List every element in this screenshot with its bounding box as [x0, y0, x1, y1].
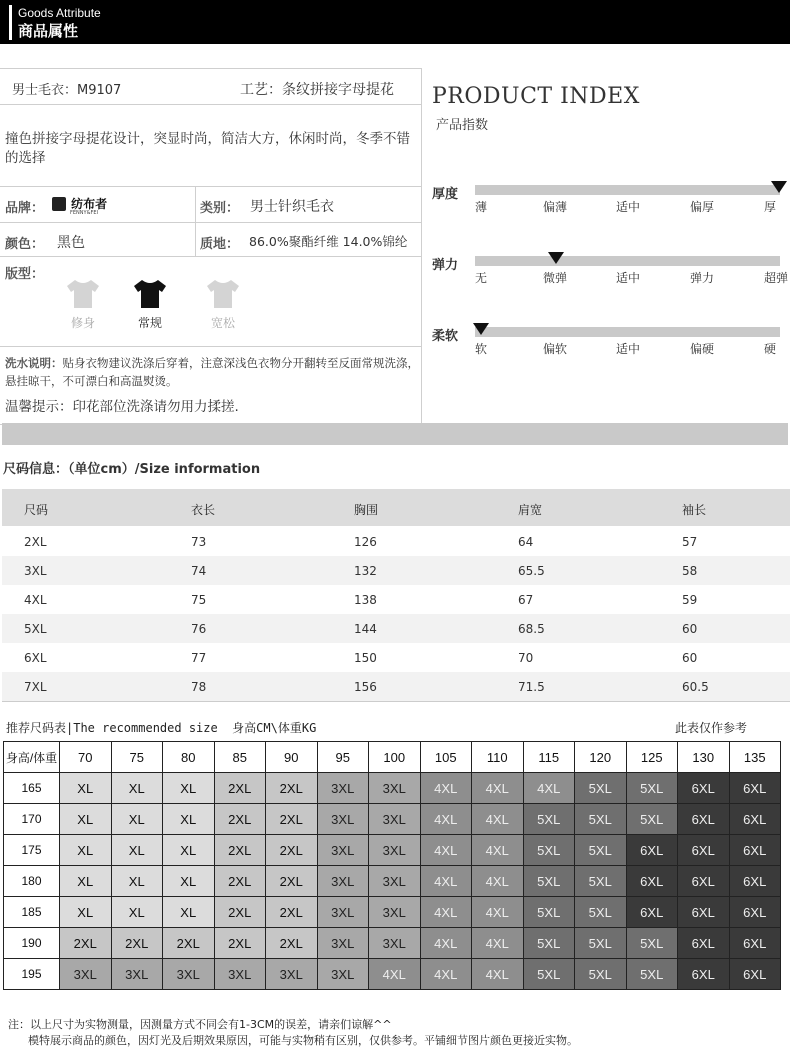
size-header-cell: 胸围 [354, 503, 379, 517]
index-row-label: 柔软 [432, 329, 459, 344]
size-cell: 6XL [678, 928, 730, 959]
size-cell: 4XL [420, 866, 472, 897]
index-tick-label: 适中 [616, 342, 641, 356]
size-cell: XL [163, 835, 215, 866]
index-row-label: 弹力 [432, 258, 459, 273]
table-cell: 67 [518, 593, 534, 607]
size-cell: 5XL [523, 959, 575, 990]
weight-header-cell: 105 [420, 742, 472, 773]
divider [0, 186, 421, 187]
weight-header-cell: 70 [60, 742, 112, 773]
size-cell: XL [163, 804, 215, 835]
size-cell: XL [60, 773, 112, 804]
size-cell: 2XL [111, 928, 163, 959]
height-header-cell: 165 [4, 773, 60, 804]
size-header-cell: 肩宽 [518, 503, 543, 517]
index-tick-label: 弹力 [690, 271, 715, 285]
size-cell: 3XL [317, 835, 369, 866]
weight-header-cell: 115 [523, 742, 575, 773]
divider [0, 256, 421, 257]
size-cell: 5XL [575, 959, 627, 990]
index-marker-icon [771, 181, 787, 193]
size-cell: 4XL [420, 959, 472, 990]
table-row [2, 672, 790, 701]
height-header-cell: 190 [4, 928, 60, 959]
size-cell: 3XL [60, 959, 112, 990]
fit-option-slim [60, 278, 106, 331]
size-header-cell: 尺码 [24, 503, 49, 517]
table-row [2, 527, 790, 556]
header-accent-bar [9, 5, 12, 40]
table-cell: 71.5 [518, 680, 545, 694]
size-cell: 5XL [575, 897, 627, 928]
size-cell: 5XL [575, 773, 627, 804]
size-cell: 6XL [729, 928, 781, 959]
wash-key: 洗水说明： [5, 356, 63, 370]
index-marker-icon [473, 323, 489, 335]
size-cell: 4XL [523, 773, 575, 804]
height-header-cell: 175 [4, 835, 60, 866]
tshirt-icon [130, 278, 170, 310]
footer-note-2: 模特展示商品的颜色，因灯光及后期效果原因，可能与实物稍有区别，仅供参考。平铺细节图片颜色更接近实物。 [28, 1034, 578, 1047]
size-cell: XL [111, 835, 163, 866]
divider [0, 222, 421, 223]
index-tick-label: 软 [475, 342, 488, 356]
fit-option-loose [200, 278, 246, 331]
table-cell: 58 [682, 564, 698, 578]
size-cell: XL [60, 835, 112, 866]
divider [195, 186, 196, 256]
size-cell: 5XL [523, 866, 575, 897]
table-cell: 150 [354, 651, 377, 665]
table-cell: 73 [191, 535, 207, 549]
size-cell: XL [111, 773, 163, 804]
table-cell: 138 [354, 593, 377, 607]
weight-header-cell: 100 [369, 742, 421, 773]
index-tick-label: 适中 [616, 200, 641, 214]
index-tick-label: 偏厚 [690, 200, 715, 214]
model-label: 男士毛衣：M9107 [12, 83, 122, 98]
table-cell: 156 [354, 680, 377, 694]
color-key: 颜色： [5, 237, 45, 252]
size-cell: 5XL [523, 804, 575, 835]
weight-header-cell: 85 [214, 742, 266, 773]
size-cell: 3XL [317, 897, 369, 928]
size-cell: 3XL [317, 866, 369, 897]
table-cell: 75 [191, 593, 207, 607]
size-cell: 5XL [575, 835, 627, 866]
index-tick-label: 适中 [616, 271, 641, 285]
size-cell: 2XL [266, 866, 318, 897]
grid-row [4, 773, 781, 804]
size-cell: 6XL [678, 897, 730, 928]
size-cell: 4XL [420, 804, 472, 835]
size-cell: 5XL [626, 928, 678, 959]
size-cell: 5XL [523, 897, 575, 928]
index-row-label: 厚度 [432, 187, 459, 202]
size-cell: 4XL [472, 928, 524, 959]
recommend-size-grid [3, 741, 781, 990]
grid-row [4, 897, 781, 928]
size-cell: 4XL [420, 773, 472, 804]
size-cell: 5XL [575, 866, 627, 897]
table-cell: 5XL [24, 622, 47, 636]
size-cell: 2XL [214, 835, 266, 866]
size-cell: 2XL [214, 773, 266, 804]
table-cell: 57 [682, 535, 698, 549]
size-cell: 6XL [626, 866, 678, 897]
size-cell: XL [111, 804, 163, 835]
gray-band [2, 423, 788, 445]
index-tick-label: 偏硬 [690, 342, 715, 356]
size-cell: 4XL [472, 773, 524, 804]
weight-header-cell: 110 [472, 742, 524, 773]
fit-option-regular [127, 278, 173, 331]
size-cell: 6XL [729, 959, 781, 990]
size-cell: 2XL [214, 897, 266, 928]
size-cell: 6XL [729, 866, 781, 897]
weight-header-cell: 120 [575, 742, 627, 773]
table-cell: 64 [518, 535, 534, 549]
size-cell: 6XL [729, 897, 781, 928]
table-cell: 4XL [24, 593, 47, 607]
index-tick-label: 偏软 [543, 342, 568, 356]
size-table-header [2, 489, 790, 526]
index-tick-label: 偏薄 [543, 200, 568, 214]
table-cell: 132 [354, 564, 377, 578]
brand-logo [52, 193, 107, 216]
size-cell: 3XL [317, 804, 369, 835]
size-cell: XL [60, 866, 112, 897]
weight-header-cell: 90 [266, 742, 318, 773]
weight-header-cell: 135 [729, 742, 781, 773]
table-cell: 6XL [24, 651, 47, 665]
size-cell: 2XL [214, 804, 266, 835]
table-cell: 7XL [24, 680, 47, 694]
size-cell: XL [60, 897, 112, 928]
size-cell: 4XL [369, 959, 421, 990]
size-cell: 3XL [111, 959, 163, 990]
size-cell: 3XL [317, 959, 369, 990]
index-tick-label: 超弹 [764, 271, 789, 285]
size-cell: 3XL [317, 773, 369, 804]
table-row [2, 643, 790, 672]
size-cell: 4XL [472, 897, 524, 928]
size-cell: XL [163, 866, 215, 897]
product-index-title: PRODUCT INDEX [432, 84, 640, 109]
divider [0, 104, 421, 105]
size-cell: 5XL [626, 959, 678, 990]
wash-instructions [5, 354, 419, 390]
index-bar [475, 256, 780, 266]
size-cell: 6XL [626, 835, 678, 866]
divider [2, 701, 790, 702]
product-description: 撞色拼接字母提花设计，突显时尚，简洁大方，休闲时尚，冬季不错的选择 [5, 131, 410, 166]
table-cell: 60.5 [682, 680, 709, 694]
weight-header-cell: 80 [163, 742, 215, 773]
size-cell: 6XL [678, 773, 730, 804]
size-cell: 4XL [420, 835, 472, 866]
size-cell: 4XL [472, 866, 524, 897]
size-cell: 2XL [266, 835, 318, 866]
footer-note-1: 注：以上尺寸为实物测量，因测量方式不同会有1-3CM的误差，请亲们谅解^^ [8, 1018, 392, 1031]
index-bar [475, 185, 780, 195]
size-cell: XL [60, 804, 112, 835]
height-header-cell: 185 [4, 897, 60, 928]
craft-label: 工艺：条纹拼接字母提花 [240, 82, 394, 98]
table-row [2, 556, 790, 585]
brand-name: 纺布者 [71, 197, 108, 211]
size-cell: 2XL [214, 866, 266, 897]
grid-corner: 身高/体重 [4, 742, 60, 773]
size-cell: 2XL [266, 773, 318, 804]
size-cell: 3XL [266, 959, 318, 990]
size-cell: 6XL [678, 866, 730, 897]
table-cell: 3XL [24, 564, 47, 578]
grid-row [4, 866, 781, 897]
size-cell: 6XL [729, 835, 781, 866]
weight-header-cell: 95 [317, 742, 369, 773]
grid-row [4, 928, 781, 959]
grid-row [4, 835, 781, 866]
table-cell: 65.5 [518, 564, 545, 578]
height-header-cell: 170 [4, 804, 60, 835]
size-cell: 5XL [575, 804, 627, 835]
size-cell: 3XL [369, 804, 421, 835]
wash-text: 贴身衣物建议洗涤后穿着，注意深浅色衣物分开翻转至反面常规洗涤，悬挂晾干，不可漂白和高温熨烫。 [5, 356, 419, 388]
size-cell: 2XL [163, 928, 215, 959]
size-cell: 3XL [369, 835, 421, 866]
size-cell: 4XL [472, 835, 524, 866]
recommend-title: 推荐尺码表|The recommended size 身高CM\体重KG [6, 721, 317, 735]
size-cell: 5XL [523, 928, 575, 959]
header-title-en: Goods Attribute [18, 6, 101, 20]
material-key: 质地： [200, 237, 240, 252]
size-cell: 3XL [369, 866, 421, 897]
brand-logo-icon [52, 197, 66, 211]
height-header-cell: 180 [4, 866, 60, 897]
size-cell: 4XL [420, 897, 472, 928]
size-cell: 2XL [266, 897, 318, 928]
index-tick-label: 硬 [764, 342, 777, 356]
index-bar [475, 327, 780, 337]
size-cell: 3XL [369, 928, 421, 959]
size-cell: 6XL [678, 835, 730, 866]
index-tick-label: 无 [475, 271, 488, 285]
recommend-ref-note: 此表仅作参考 [675, 721, 748, 735]
tshirt-icon [63, 278, 103, 310]
size-cell: 3XL [369, 897, 421, 928]
height-header-cell: 195 [4, 959, 60, 990]
table-cell: 60 [682, 622, 698, 636]
size-cell: 6XL [729, 804, 781, 835]
table-cell: 2XL [24, 535, 47, 549]
table-cell: 59 [682, 593, 698, 607]
weight-header-cell: 130 [678, 742, 730, 773]
size-cell: 4XL [472, 959, 524, 990]
size-cell: 2XL [214, 928, 266, 959]
size-cell: XL [111, 866, 163, 897]
table-cell: 68.5 [518, 622, 545, 636]
table-cell: 126 [354, 535, 377, 549]
weight-header-cell: 75 [111, 742, 163, 773]
size-cell: 3XL [317, 928, 369, 959]
size-cell: 6XL [678, 804, 730, 835]
table-cell: 60 [682, 651, 698, 665]
product-index-subtitle: 产品指数 [436, 118, 489, 133]
index-tick-label: 厚 [764, 200, 777, 214]
size-cell: 4XL [420, 928, 472, 959]
brand-key: 品牌： [5, 201, 45, 216]
size-cell: 5XL [523, 835, 575, 866]
size-cell: XL [111, 897, 163, 928]
size-info-title: 尺码信息：（单位cm）/Size information [3, 462, 261, 477]
table-cell: 74 [191, 564, 207, 578]
size-cell: 3XL [369, 773, 421, 804]
tshirt-icon [203, 278, 243, 310]
table-cell: 76 [191, 622, 207, 636]
size-cell: 3XL [214, 959, 266, 990]
brand-sub: FENNY&FEI [70, 210, 98, 216]
wash-tip: 温馨提示：印花部位洗涤请勿用力揉搓. [5, 399, 239, 415]
size-header-cell: 袖长 [682, 503, 707, 517]
grid-row [4, 804, 781, 835]
size-cell: XL [163, 773, 215, 804]
table-cell: 77 [191, 651, 207, 665]
table-row [2, 585, 790, 614]
size-cell: 5XL [626, 804, 678, 835]
table-row [2, 614, 790, 643]
material-value: 86.0%聚酯纤维 14.0%锦纶 [249, 234, 408, 249]
index-marker-icon [548, 252, 564, 264]
index-tick-label: 微弹 [543, 271, 568, 285]
size-cell: 3XL [163, 959, 215, 990]
fit-label: 宽松 [210, 316, 235, 330]
size-cell: 6XL [729, 773, 781, 804]
category-key: 类别： [200, 201, 240, 216]
size-cell: 6XL [678, 959, 730, 990]
header-title-cn: 商品属性 [18, 22, 79, 40]
section-header [0, 0, 790, 44]
table-cell: 70 [518, 651, 534, 665]
grid-row [4, 959, 781, 990]
color-value: 黑色 [57, 235, 85, 251]
size-header-cell: 衣长 [191, 503, 216, 517]
size-cell: 5XL [575, 928, 627, 959]
category-value: 男士针织毛衣 [250, 199, 334, 215]
size-cell: 2XL [266, 928, 318, 959]
size-cell: 2XL [266, 804, 318, 835]
fit-key: 版型： [5, 267, 45, 282]
size-cell: 5XL [626, 773, 678, 804]
grid-header-row [4, 742, 781, 773]
size-cell: 2XL [60, 928, 112, 959]
size-cell: 6XL [626, 897, 678, 928]
fit-label: 修身 [70, 316, 95, 330]
fit-label: 常规 [137, 316, 162, 330]
size-cell: XL [163, 897, 215, 928]
table-cell: 144 [354, 622, 377, 636]
divider [0, 346, 421, 347]
table-cell: 78 [191, 680, 207, 694]
index-tick-label: 薄 [475, 200, 488, 214]
size-cell: 4XL [472, 804, 524, 835]
weight-header-cell: 125 [626, 742, 678, 773]
